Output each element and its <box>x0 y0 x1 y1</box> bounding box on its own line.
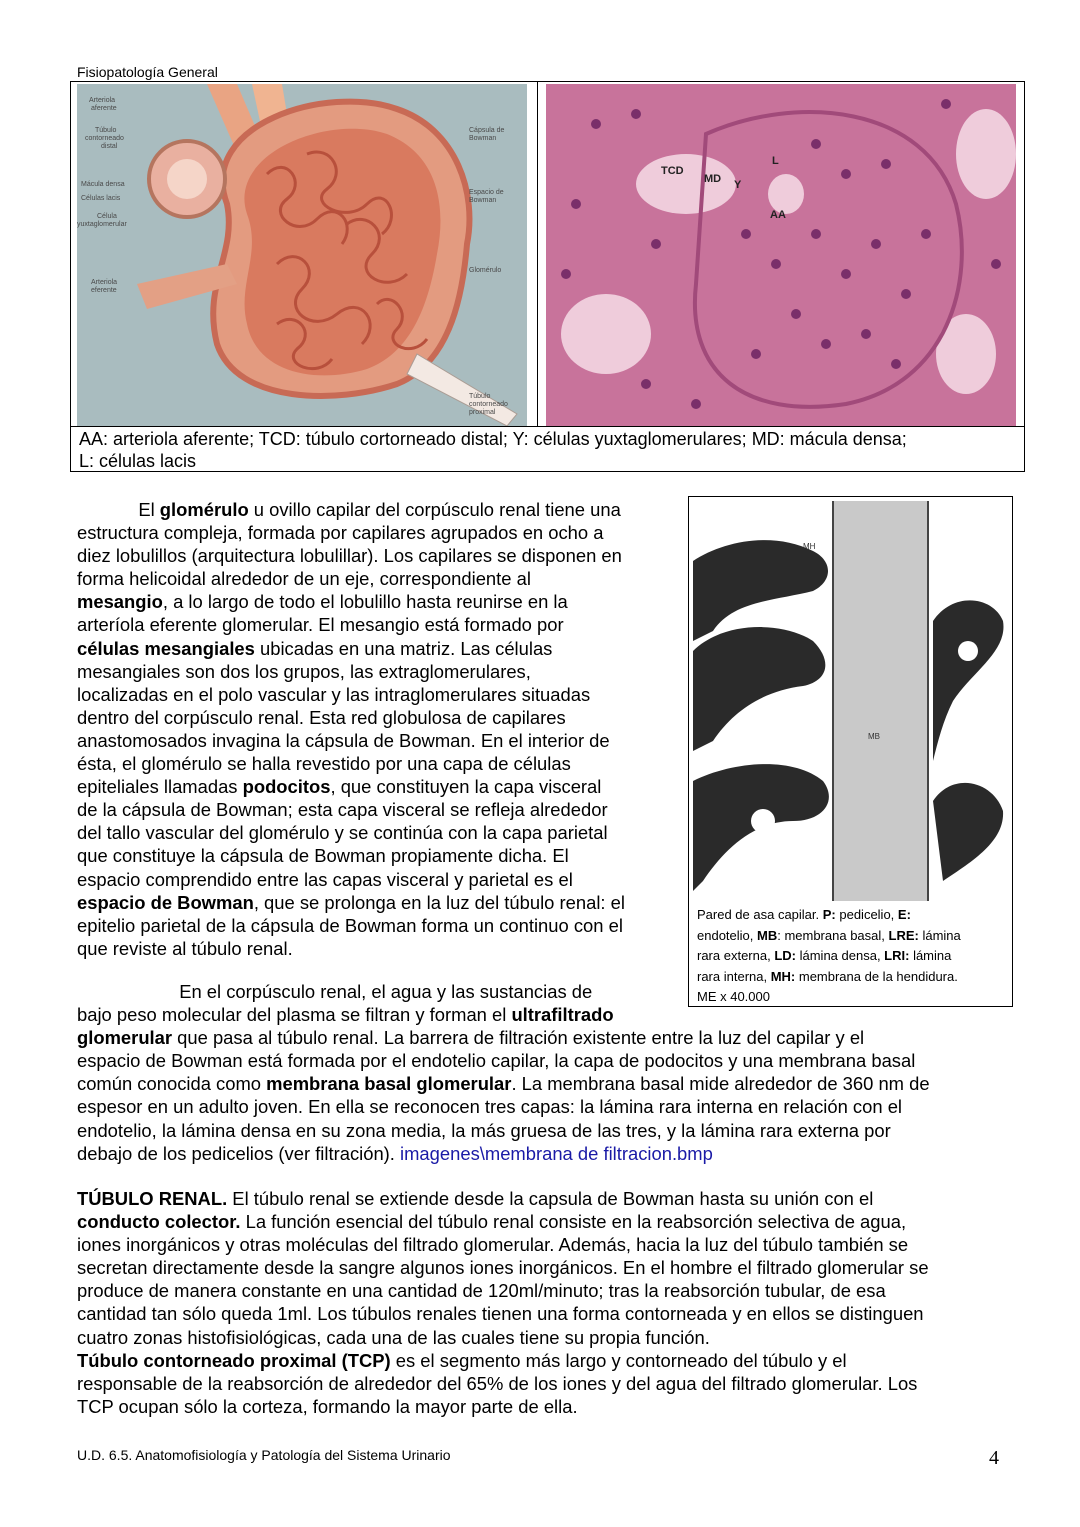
text-line <box>77 1095 1017 1118</box>
text-run: ubicadas en una matriz. Las células <box>254 637 553 659</box>
text-line <box>77 798 677 821</box>
text-line <box>77 613 677 636</box>
svg-text:contorneado: contorneado <box>469 401 508 408</box>
text-run: localizadas en el polo vascular y las intraglomerulares situadas <box>77 683 591 705</box>
text-run: del tallo vascular del glomérulo y se continúa con la capa parietal <box>77 822 608 844</box>
svg-text:Túbulo: Túbulo <box>469 393 491 400</box>
text-run: que pasa al túbulo renal. La barrera de filtración existente entre la luz del capilar y el <box>172 1027 865 1049</box>
bold-term: ultrafiltrado <box>511 1004 614 1026</box>
bold-term: células mesangiales <box>77 637 255 659</box>
text-line <box>77 1233 1017 1256</box>
text-run: secretan directamente desde la sangre algunos iones inorgánicos. En el hombre el filtrado glomerular se <box>77 1257 929 1279</box>
text-run: que reviste al túbulo renal. <box>77 937 293 959</box>
text-line <box>77 1119 1017 1142</box>
svg-text:Arteriola: Arteriola <box>89 97 116 104</box>
text-line <box>77 937 677 960</box>
text-line <box>77 1072 1017 1095</box>
svg-text:Bowman: Bowman <box>469 135 497 142</box>
bold-term: mesangio <box>77 591 163 613</box>
text-run: responsable de la reabsorción de alrededor del 65% de los iones y del agua del filtrado glomerular. Los <box>77 1372 918 1394</box>
svg-text:Arteriola: Arteriola <box>91 279 118 286</box>
glomerulus-illustration <box>77 84 527 426</box>
bold-term: espacio de Bowman <box>77 891 254 913</box>
text-line <box>77 1003 1017 1026</box>
svg-text:Glomérulo: Glomérulo <box>469 267 502 274</box>
text-run: ésta, el glomérulo se halla revestido por una capa de células <box>77 753 571 775</box>
text-line <box>77 775 677 798</box>
text-run: arteríola eferente glomerular. El mesangio está formado por <box>77 614 564 636</box>
svg-text:distal: distal <box>101 143 118 150</box>
svg-text:yuxtaglomerular: yuxtaglomerular <box>77 221 127 228</box>
svg-text:Célula: Célula <box>97 213 117 220</box>
text-run: cantidad tan sólo queda 1ml. Los túbulos renales tienen una forma contorneada y en ellos se distinguen <box>77 1303 924 1325</box>
svg-text:Y: Y <box>734 179 742 191</box>
svg-text:Cápsula de: Cápsula de <box>469 127 505 134</box>
text-run: mesangiales son dos los grupos, las extraglomerulares, <box>77 660 531 682</box>
text-run: espacio de Bowman está formada por el endotelio capilar, la capa de podocitos y una membrana basal <box>77 1050 916 1072</box>
text-run: u ovillo capilar del corpúsculo renal tiene una <box>248 499 621 520</box>
text-run: diez lobulillos (arquitectura lobulillar). Los capilares se disponen en <box>77 545 622 567</box>
text-line <box>77 637 677 660</box>
text-run: iones inorgánicos y otras moléculas del filtrado glomerular. Además, hacia la luz del túbulo también se <box>77 1234 909 1256</box>
page-footer: U.D. 6.5. Anatomofisiología y Patología del Sistema Urinario <box>77 1447 451 1463</box>
text-run: produce de manera constante en una cantidad de 120ml/minuto; tras la reabsorción tubular, de esa <box>77 1280 886 1302</box>
text-run: , a lo largo de todo el lobulillo hasta reunirse en la <box>162 591 568 613</box>
text-run: , que constituyen la capa visceral <box>330 776 602 798</box>
text-line <box>77 844 677 867</box>
bold-term: TÚBULO RENAL. <box>77 1188 228 1209</box>
text-run: forma helicoidal alrededor de un eje, correspondiente al <box>77 568 531 590</box>
bold-term: glomerular <box>77 1027 173 1049</box>
text-run: espacio comprendido entre las capas visceral y parietal es el <box>77 868 573 890</box>
text-run: En el corpúsculo renal, el agua y las sustancias de <box>77 981 593 1002</box>
text-run: es el segmento más largo y contorneado del túbulo y el <box>390 1349 847 1371</box>
text-line <box>77 1279 1017 1302</box>
side-figure-caption: Pared de asa capilar. P: pedicelio, E: endotelio, MB: membrana basal, LRE: lámina rara externa, LD: lámina densa, LRI: lámina rara interna, MH: membrana de la hendidura. ME x 40.000 <box>697 907 961 1004</box>
svg-text:proximal: proximal <box>469 409 496 416</box>
text-run: que constituye la cápsula de Bowman propiamente dicha. El <box>77 845 569 867</box>
text-line <box>77 683 677 706</box>
page-number: 4 <box>989 1447 999 1469</box>
text-run: bajo peso molecular del plasma se filtran y forman el <box>77 1004 512 1026</box>
text-line <box>77 521 677 544</box>
bold-term: conducto colector. <box>77 1211 241 1233</box>
bold-term: podocitos <box>242 776 331 798</box>
svg-text:L: L <box>772 155 779 167</box>
svg-text:eferente: eferente <box>91 287 117 294</box>
text-line <box>77 980 1017 1003</box>
svg-text:Células lacis: Células lacis <box>81 195 121 202</box>
text-run: debajo de los pedicelios (ver filtración). <box>77 1142 401 1164</box>
paragraph-tubulo-renal <box>77 1187 1017 1418</box>
text-line <box>77 544 677 567</box>
text-line <box>77 821 677 844</box>
text-line <box>77 567 677 590</box>
text-line <box>77 752 677 775</box>
page-header: Fisiopatología General <box>77 64 218 80</box>
svg-text:Túbulo: Túbulo <box>95 127 117 134</box>
svg-text:Mácula densa: Mácula densa <box>81 181 125 188</box>
text-line <box>77 1326 1017 1349</box>
svg-text:AA: AA <box>770 209 786 221</box>
text-line <box>77 1372 1017 1395</box>
text-run: común conocida como <box>77 1073 267 1095</box>
micrograph-image <box>546 84 1016 426</box>
text-run: epitelio parietal de la cápsula de Bowman forma un continuo con el <box>77 914 623 936</box>
svg-text:contorneado: contorneado <box>85 135 124 142</box>
text-run: espesor en un adulto joven. En ella se reconocen tres capas: la lámina rara interna en relación con el <box>77 1096 903 1118</box>
bold-term: membrana basal glomerular <box>266 1073 512 1095</box>
text-run: epiteliales llamadas <box>77 776 243 798</box>
text-line <box>77 1349 1017 1372</box>
paragraph-glomerulo <box>77 498 677 960</box>
file-link[interactable]: imagenes\membrana de filtracion.bmp <box>400 1142 713 1164</box>
text-run: , que se prolonga en la luz del túbulo renal: el <box>253 891 625 913</box>
text-line <box>77 1142 1017 1165</box>
text-line <box>77 1049 1017 1072</box>
svg-text:aferente: aferente <box>91 105 117 112</box>
text-run: estructura compleja, formada por capilares agrupados en ocho a <box>77 522 604 544</box>
figure-caption: AA: arteriola aferente; TCD: túbulo cortorneado distal; Y: células yuxtaglomerulares; MD: mácula densa; L: células lacis <box>79 429 907 471</box>
text-run: anastomosados invagina la cápsula de Bowman. En el interior de <box>77 729 610 751</box>
text-line <box>77 868 677 891</box>
text-line <box>77 1395 1017 1418</box>
text-run: El <box>77 499 160 520</box>
text-line <box>77 729 677 752</box>
text-line <box>77 1256 1017 1279</box>
svg-text:Bowman: Bowman <box>469 197 497 204</box>
text-run: endotelio, la lámina densa en su zona media, la más gruesa de las tres, y la lámina rara externa por <box>77 1119 891 1141</box>
svg-text:Espacio de: Espacio de <box>469 189 504 196</box>
text-line <box>77 1187 1017 1210</box>
side-figure <box>688 496 1013 1007</box>
svg-text:TCD: TCD <box>661 165 684 177</box>
text-line <box>77 706 677 729</box>
bold-term: glomérulo <box>159 499 249 520</box>
text-run: TCP ocupan sólo la corteza, formando la mayor parte de ella. <box>77 1395 578 1417</box>
text-run: dentro del corpúsculo renal. Esta red globulosa de capilares <box>77 706 566 728</box>
paragraph-corpusculo <box>77 980 1017 1165</box>
svg-text:MD: MD <box>704 173 722 185</box>
text-line <box>77 498 677 521</box>
text-line <box>77 660 677 683</box>
text-run: . La membrana basal mide alrededor de 360 nm de <box>511 1073 930 1095</box>
svg-text:MH: MH <box>803 542 816 551</box>
text-line <box>77 1302 1017 1325</box>
text-run: de la cápsula de Bowman; esta capa visceral se refleja alrededor <box>77 799 608 821</box>
text-line <box>77 891 677 914</box>
figure-table <box>70 81 1025 472</box>
text-run: El túbulo renal se extiende desde la capsula de Bowman hasta su unión con el <box>227 1188 874 1209</box>
svg-text:MB: MB <box>868 732 880 741</box>
electron-micrograph <box>693 501 1008 901</box>
bold-term: Túbulo contorneado proximal (TCP) <box>77 1349 391 1371</box>
text-run: cuatro zonas histofisiológicas, cada una de las cuales tiene su propia función. <box>77 1326 710 1348</box>
text-line <box>77 914 677 937</box>
text-line <box>77 590 677 613</box>
text-run: La función esencial del túbulo renal consiste en la reabsorción selectiva de agua, <box>240 1211 907 1233</box>
text-line <box>77 1210 1017 1233</box>
text-line <box>77 1026 1017 1049</box>
